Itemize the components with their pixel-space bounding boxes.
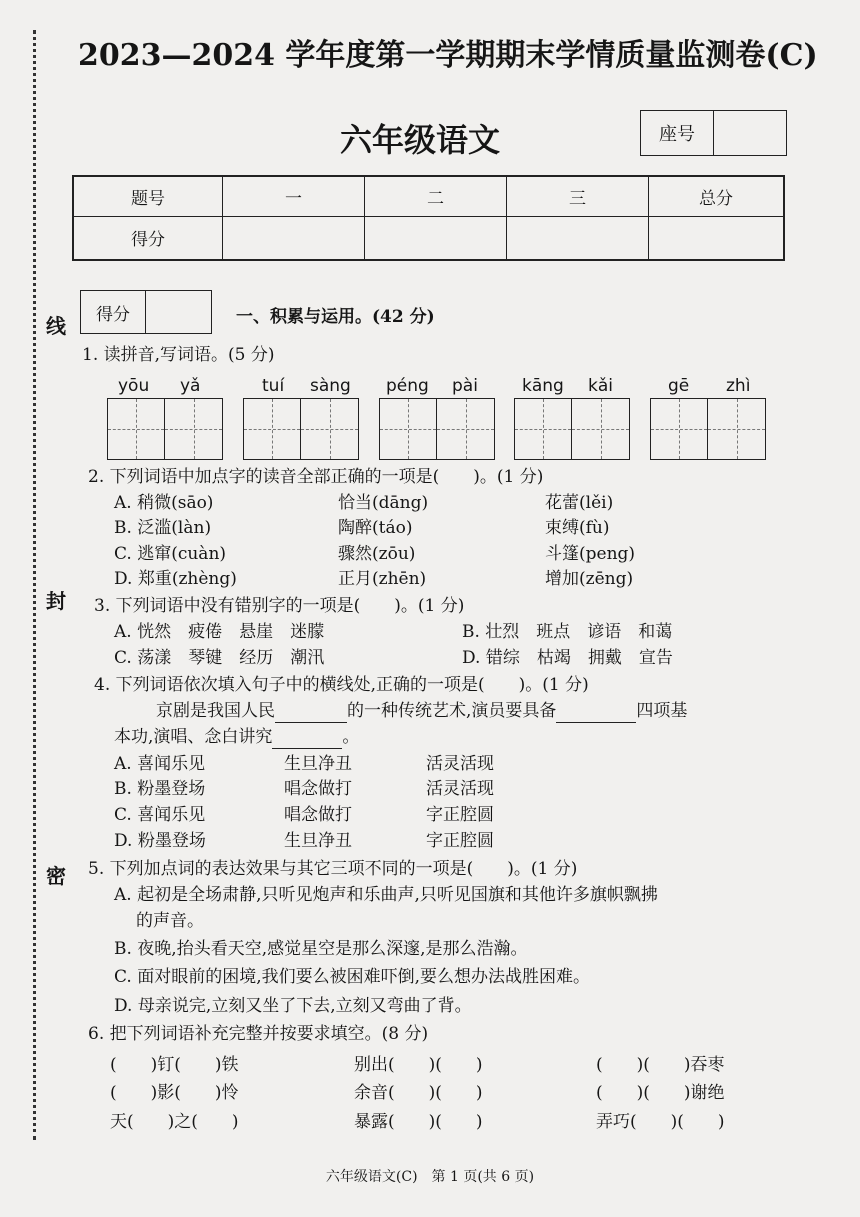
pinyin: yǎ: [180, 376, 201, 396]
q2-option: C. 逃窜(cuàn): [114, 544, 227, 564]
binding-char-xian: 线: [46, 314, 66, 338]
q4-text: 。: [342, 727, 360, 747]
q3-option: A. 恍然 疲倦 悬崖 迷朦: [114, 622, 325, 642]
q4-option: D. 粉墨登场: [114, 831, 206, 851]
q4-option: 生旦净丑: [284, 754, 352, 774]
q6-item[interactable]: ( )钉( )铁: [110, 1055, 239, 1075]
q4-option: 生旦净丑: [284, 831, 352, 851]
grid-cell[interactable]: [651, 399, 708, 459]
grid-cell[interactable]: [108, 399, 165, 459]
score-header-cell: 一: [223, 176, 365, 216]
grid-cell[interactable]: [301, 399, 358, 459]
q3-stem: 3. 下列词语中没有错别字的一项是( )。(1 分): [94, 596, 465, 616]
writing-grid: [107, 398, 223, 460]
section-score-input[interactable]: [146, 291, 211, 333]
q3-option: C. 荡漾 琴键 经历 潮汛: [114, 648, 325, 668]
q4-text: 的一种传统艺术,演员要具备: [347, 701, 557, 721]
q4-text: 京剧是我国人民: [156, 701, 275, 721]
q4-stem: 4. 下列词语依次填入句子中的横线处,正确的一项是( )。(1 分): [94, 675, 589, 695]
q6-item[interactable]: ( )( )谢绝: [596, 1083, 725, 1103]
q4-option: 字正腔圆: [426, 805, 494, 825]
grid-cell[interactable]: [244, 399, 301, 459]
q6-item[interactable]: 别出( )( ): [354, 1055, 483, 1075]
binding-char-mi: 密: [46, 864, 66, 888]
exam-title: 2023—2024 学年度第一学期期末学情质量监测卷(C): [78, 38, 818, 73]
pinyin: tuí: [262, 376, 285, 396]
score-header-cell: 总分: [649, 176, 785, 216]
q6-item[interactable]: 弄巧( )( ): [596, 1112, 725, 1132]
seat-label: 座号: [641, 111, 714, 155]
q2-option: 花蕾(lěi): [545, 493, 614, 513]
q4-text: 四项基: [636, 701, 688, 721]
grid-cell[interactable]: [515, 399, 572, 459]
q2-option: B. 泛滥(làn): [114, 518, 212, 538]
q5-option-a: A. 起初是全场肃静,只听见炮声和乐曲声,只听见国旗和其他许多旗帜飘拂: [114, 885, 658, 905]
page-footer: 六年级语文(C) 第 1 页(共 6 页): [325, 1169, 535, 1185]
section-title: 一、积累与运用。(42 分): [236, 307, 435, 327]
binding-dotted-line: [33, 30, 36, 1140]
q2-stem: 2. 下列词语中加点字的读音全部正确的一项是( )。(1 分): [88, 467, 544, 487]
q4-option: B. 粉墨登场: [114, 779, 206, 799]
pinyin: pài: [452, 376, 478, 396]
pinyin: sàng: [310, 376, 351, 396]
q3-option: D. 错综 枯竭 拥戴 宣告: [462, 648, 673, 668]
score-header-cell: 题号: [73, 176, 223, 216]
writing-grid: [243, 398, 359, 460]
score-cell[interactable]: [507, 216, 649, 260]
q4-blank[interactable]: [272, 726, 342, 749]
q5-stem: 5. 下列加点词的表达效果与其它三项不同的一项是( )。(1 分): [88, 859, 578, 879]
q4-option: A. 喜闻乐见: [114, 754, 206, 774]
seat-number-box: [640, 110, 787, 156]
q4-text: 本功,演唱、念白讲究: [114, 727, 273, 747]
score-cell[interactable]: [649, 216, 785, 260]
q6-item[interactable]: 暴露( )( ): [354, 1112, 483, 1132]
q2-option: A. 稍微(sāo): [114, 493, 214, 513]
q4-blank[interactable]: [556, 700, 636, 723]
q5-option-b: B. 夜晚,抬头看天空,感觉星空是那么深邃,是那么浩瀚。: [114, 939, 528, 959]
q4-blank[interactable]: [275, 700, 347, 723]
subject-title: 六年级语文: [340, 121, 501, 159]
pinyin: kāng: [522, 376, 564, 396]
q4-option: 唱念做打: [284, 805, 352, 825]
q4-option: 活灵活现: [426, 754, 494, 774]
q2-option: 正月(zhēn): [338, 569, 427, 589]
writing-grid: [650, 398, 766, 460]
writing-grid: [379, 398, 495, 460]
binding-char-feng: 封: [46, 589, 66, 613]
section-score-label: 得分: [81, 291, 146, 333]
q2-option: 束缚(fù): [545, 518, 610, 538]
q4-option: 字正腔圆: [426, 831, 494, 851]
q5-option-c: C. 面对眼前的困境,我们要么被困难吓倒,要么想办法战胜困难。: [114, 967, 591, 987]
q2-option: D. 郑重(zhèng): [114, 569, 237, 589]
grid-cell[interactable]: [708, 399, 765, 459]
pinyin: gē: [668, 376, 690, 396]
pinyin: zhì: [726, 376, 751, 396]
score-cell[interactable]: [223, 216, 365, 260]
q4-option: C. 喜闻乐见: [114, 805, 206, 825]
q2-option: 增加(zēng): [545, 569, 634, 589]
score-header-cell: 二: [365, 176, 507, 216]
grid-cell[interactable]: [165, 399, 222, 459]
writing-grid: [514, 398, 630, 460]
score-row-label: 得分: [73, 216, 223, 260]
q5-option-d: D. 母亲说完,立刻又坐了下去,立刻又弯曲了背。: [114, 996, 472, 1016]
q2-option: 骤然(zōu): [338, 544, 416, 564]
score-header-cell: 三: [507, 176, 649, 216]
pinyin: péng: [386, 376, 429, 396]
seat-input[interactable]: [714, 111, 786, 155]
q2-option: 斗篷(peng): [545, 544, 636, 564]
score-cell[interactable]: [365, 216, 507, 260]
q2-option: 陶醉(táo): [338, 518, 413, 538]
section-score-box: [80, 290, 212, 334]
score-table: [72, 175, 785, 261]
q6-item[interactable]: 余音( )( ): [354, 1083, 483, 1103]
grid-cell[interactable]: [437, 399, 494, 459]
pinyin: kǎi: [588, 376, 613, 396]
grid-cell[interactable]: [572, 399, 629, 459]
grid-cell[interactable]: [380, 399, 437, 459]
q1-stem: 1. 读拼音,写词语。(5 分): [82, 345, 275, 365]
q6-item[interactable]: ( )( )吞枣: [596, 1055, 725, 1075]
q4-sentence-line1: [156, 700, 687, 723]
q6-item[interactable]: 天( )之( ): [110, 1112, 239, 1132]
q3-option: B. 壮烈 班点 谚语 和蔼: [462, 622, 673, 642]
q4-option: 活灵活现: [426, 779, 494, 799]
pinyin: yōu: [118, 376, 150, 396]
q4-sentence-line2: [114, 726, 359, 749]
q6-stem: 6. 把下列词语补充完整并按要求填空。(8 分): [88, 1024, 429, 1044]
q4-option: 唱念做打: [284, 779, 352, 799]
q6-item[interactable]: ( )影( )怜: [110, 1083, 239, 1103]
q2-option: 恰当(dāng): [338, 493, 429, 513]
q5-option-a-cont: 的声音。: [136, 911, 204, 931]
